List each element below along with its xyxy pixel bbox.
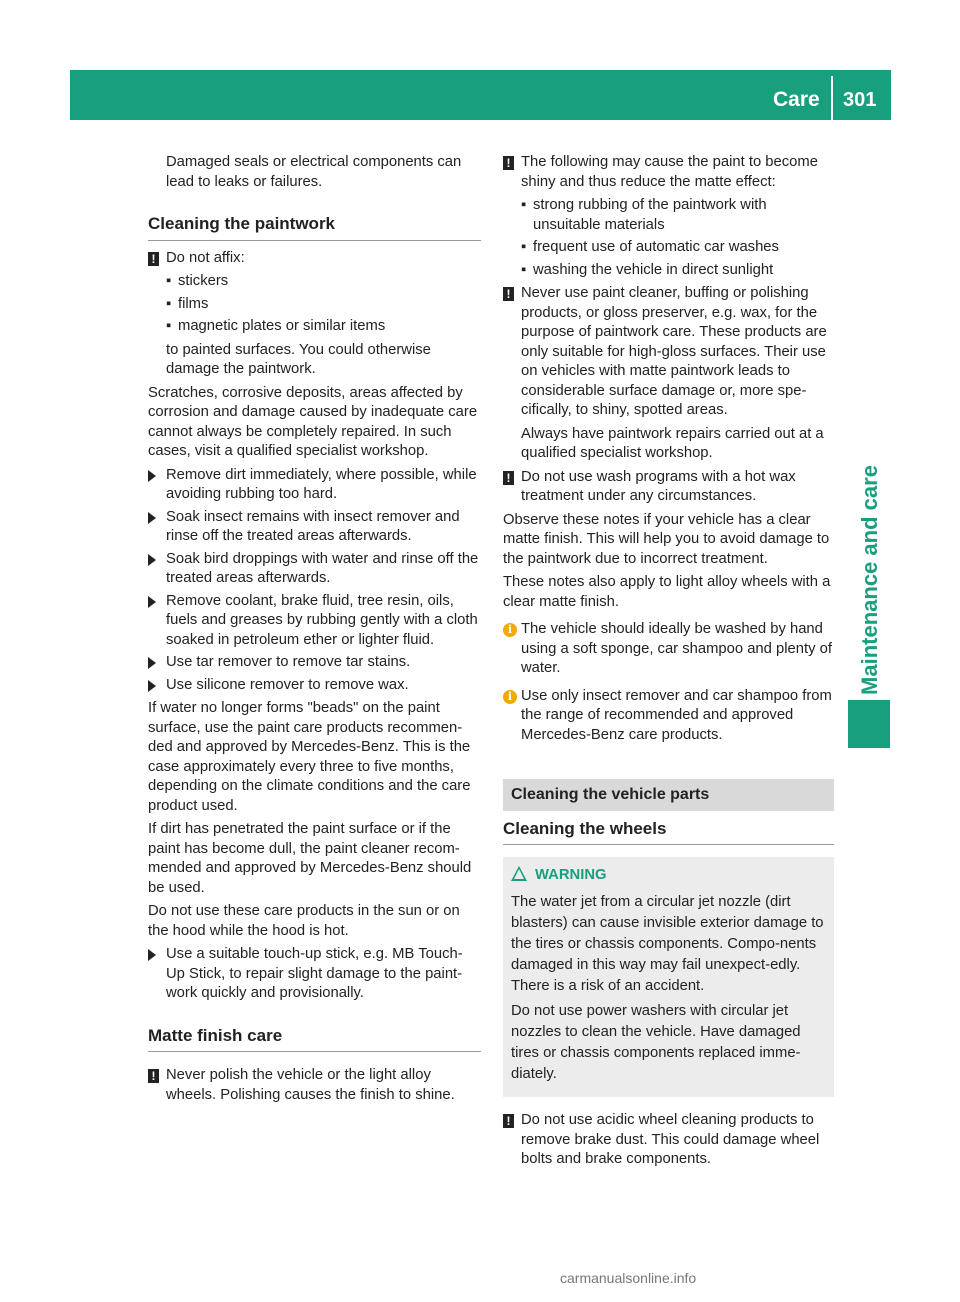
info-note-products: i Use only insect remover and car shampoo from the range of recommended and approved Mercedes-Benz care products. bbox=[503, 687, 834, 746]
step-item: Use silicone remover to remove wax. bbox=[148, 676, 481, 696]
note-acidic-cleaner: ! Do not use acidic wheel cleaning products to remove brake dust. This could damage wheel bolts and brake components. bbox=[503, 1111, 834, 1170]
arrow-right-icon bbox=[148, 470, 156, 482]
arrow-right-icon bbox=[148, 949, 156, 961]
steps-list-2 bbox=[148, 945, 481, 1004]
paragraph-sun: Do not use these care products in the sun or on the hood while the hood is hot. bbox=[148, 903, 460, 939]
arrow-right-icon bbox=[148, 554, 156, 566]
caution-icon: ! bbox=[503, 1114, 514, 1128]
note-paint-cleaner-continued: Always have paintwork repairs carried out at a qualified specialist workshop. bbox=[521, 425, 824, 461]
step-item: Remove coolant, brake fluid, tree resin, oils, fuels and greases by rubbing gently with a cloth soaked in petroleum ether or lighter fluid. bbox=[148, 592, 481, 651]
caution-icon: ! bbox=[148, 252, 159, 266]
step-item: Use a suitable touch-up stick, e.g. MB Touch-Up Stick, to repair slight damage to the paint-work quickly and provisionally. bbox=[148, 945, 481, 1004]
warning-box bbox=[503, 857, 834, 1097]
left-column bbox=[148, 153, 481, 1109]
steps-list-1 bbox=[148, 466, 481, 696]
list-item: ▪ frequent use of automatic car washes bbox=[521, 238, 834, 258]
step-item: Soak bird droppings with water and rinse off the treated areas afterwards. bbox=[148, 550, 481, 589]
page-number: 301 bbox=[843, 89, 877, 111]
heading-matte-finish: Matte finish care bbox=[148, 1026, 481, 1053]
arrow-right-icon bbox=[148, 512, 156, 524]
info-icon: i bbox=[503, 690, 517, 704]
note-never-polish: ! Never polish the vehicle or the light alloy wheels. Polishing causes the finish to shine. bbox=[148, 1066, 481, 1105]
note-paint-cleaner: ! Never use paint cleaner, buffing or polishing products, or gloss preserver, e.g. wax, for the purpose of paintwork care. These products are only suitable for high-gloss surfaces. Their use on vehicles with matte paintwork leads to considerable surface damage or, more spe-cifically, to shiny, spotted areas. bbox=[503, 284, 834, 421]
warning-paragraph-2: Do not use power washers with circular jet nozzles to clean the vehicle. Have damaged tires or chassis components replaced imme-diately. bbox=[511, 1003, 801, 1082]
caution-icon: ! bbox=[503, 471, 514, 485]
warning-triangle-icon bbox=[511, 866, 527, 881]
header-divider bbox=[831, 76, 833, 120]
step-item: Remove dirt immediately, where possible, while avoiding rubbing too hard. bbox=[148, 466, 481, 505]
shiny-causes-list bbox=[521, 196, 834, 280]
note-shiny: ! The following may cause the paint to become shiny and thus reduce the matte effect: bbox=[503, 153, 834, 192]
list-item: ▪ strong rubbing of the paintwork with unsuitable materials bbox=[521, 196, 834, 235]
watermark: carmanualsonline.info bbox=[560, 1270, 697, 1286]
paragraph-beads: If water no longer forms "beads" on the paint surface, use the paint care products recommen-ded and approved by Mercedes-Benz. This is the case approximately every three to five months, depending on the climate conditions and the care product used. bbox=[148, 700, 471, 814]
heading-cleaning-wheels: Cleaning the wheels bbox=[503, 819, 834, 846]
list-item: ▪ stickers bbox=[166, 272, 481, 292]
list-item: ▪ washing the vehicle in direct sunlight bbox=[521, 261, 834, 281]
paragraph-alloy: These notes also apply to light alloy wheels with a clear matte finish. bbox=[503, 574, 831, 610]
note-do-not-affix: ! Do not affix: bbox=[148, 249, 481, 269]
list-item: ▪ magnetic plates or similar items bbox=[166, 317, 481, 337]
warning-title: WARNING bbox=[511, 865, 826, 886]
side-section-label: Maintenance and care bbox=[857, 465, 882, 695]
paragraph-dull: If dirt has penetrated the paint surface or if the paint has become dull, the paint cleaner recom-mended and approved by Mercedes-Benz should be used. bbox=[148, 821, 472, 896]
paragraph-observe: Observe these notes if your vehicle has a clear matte finish. This will help you to avoid damage to the paintwork due to incorrect treatment. bbox=[503, 511, 830, 567]
step-item: Soak insect remains with insect remover and rinse off the treated areas afterwards. bbox=[148, 508, 481, 547]
section-title-vehicle-parts: Cleaning the vehicle parts bbox=[503, 779, 834, 811]
info-note-wash: i The vehicle should ideally be washed by hand using a soft sponge, car shampoo and plenty of water. bbox=[503, 620, 834, 679]
note-hot-wax: ! Do not use wash programs with a hot wax treatment under any circumstances. bbox=[503, 468, 834, 507]
arrow-right-icon bbox=[148, 596, 156, 608]
heading-cleaning-paintwork: Cleaning the paintwork bbox=[148, 214, 481, 241]
paragraph-scratches: Scratches, corrosive deposits, areas affected by corrosion and damage caused by inadequate care cannot always be completely repaired. In such cases, visit a qualified specialist workshop. bbox=[148, 384, 478, 459]
caution-icon: ! bbox=[148, 1069, 159, 1083]
arrow-right-icon bbox=[148, 680, 156, 692]
info-icon: i bbox=[503, 623, 517, 637]
header-bar bbox=[70, 70, 891, 120]
warning-paragraph-1: The water jet from a circular jet nozzle (dirt blasters) can cause invisible exterior damage to the tires or chassis components. Compo-nents damaged in this way may fail unexpect-edly. There is a risk of an accident. bbox=[511, 894, 824, 994]
arrow-right-icon bbox=[148, 657, 156, 669]
caution-icon: ! bbox=[503, 156, 514, 170]
intro-paragraph: Damaged seals or electrical components can lead to leaks or failures. bbox=[166, 154, 462, 190]
note-tail: to painted surfaces. You could otherwise damage the paintwork. bbox=[166, 341, 431, 377]
side-tab-marker bbox=[848, 700, 890, 748]
step-item: Use tar remover to remove tar stains. bbox=[148, 653, 481, 673]
right-column bbox=[503, 153, 834, 1174]
chapter-title: Care bbox=[773, 88, 820, 111]
list-item: ▪ films bbox=[166, 295, 481, 315]
affix-list bbox=[166, 272, 481, 337]
caution-icon: ! bbox=[503, 287, 514, 301]
